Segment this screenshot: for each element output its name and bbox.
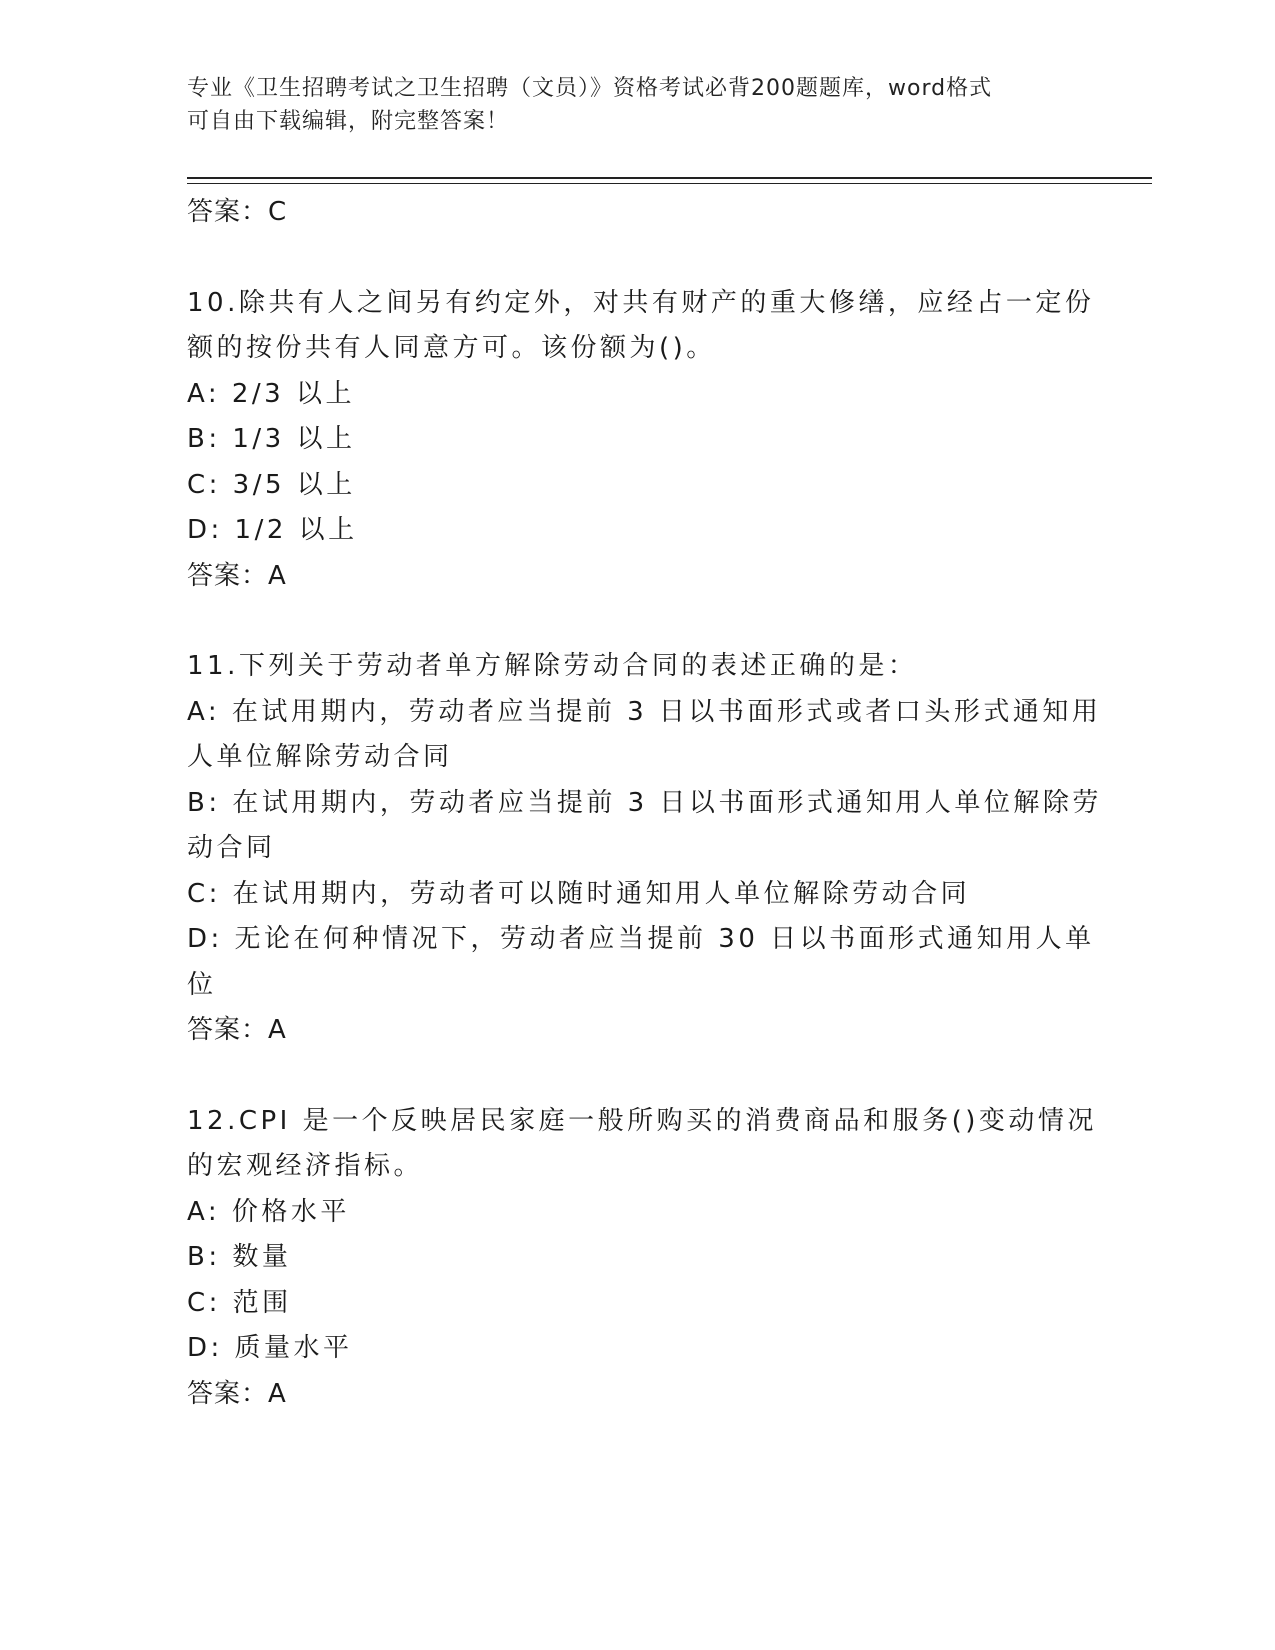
question-stem-line: 10.除共有人之间另有约定外，对共有财产的重大修缮，应经占一定份 xyxy=(187,287,1095,318)
option-a-continued: 人单位解除劳动合同 xyxy=(187,742,453,772)
option-c: C: 在试用期内，劳动者可以随时通知用人单位解除劳动合同 xyxy=(187,878,971,909)
question-stem-line: 11.下列关于劳动者单方解除劳动合同的表述正确的是： xyxy=(187,651,918,681)
spacer xyxy=(187,236,1087,281)
option-b: B: 1/3 以上 xyxy=(187,424,356,454)
header-divider-thin xyxy=(187,183,1152,184)
previous-answer: 答案：C xyxy=(187,197,288,227)
spacer xyxy=(187,1054,1087,1099)
header-divider-thick xyxy=(187,177,1152,179)
option-a: A: 在试用期内，劳动者应当提前 3 日以书面形式或者口头形式通知用 xyxy=(187,696,1102,727)
question-stem-line: 额的按份共有人同意方可。该份额为()。 xyxy=(187,333,716,363)
option-d-continued: 位 xyxy=(187,969,217,1000)
option-c: C: 范围 xyxy=(187,1287,292,1318)
option-d: D: 1/2 以上 xyxy=(187,515,358,545)
option-d: D: 质量水平 xyxy=(187,1333,353,1363)
question-stem-line: 的宏观经济指标。 xyxy=(187,1151,424,1181)
question-11 xyxy=(187,644,1102,1054)
option-b: B: 在试用期内，劳动者应当提前 3 日以书面形式通知用人单位解除劳 xyxy=(187,787,1102,818)
answer-line: 答案：A xyxy=(187,560,287,591)
document-header xyxy=(187,72,1067,138)
option-c: C: 3/5 以上 xyxy=(187,469,356,500)
option-a: A: 2/3 以上 xyxy=(187,378,355,409)
answer-line: 答案：A xyxy=(187,1378,287,1409)
question-12 xyxy=(187,1099,1097,1418)
question-list xyxy=(187,190,1102,1417)
option-b-continued: 动合同 xyxy=(187,833,276,863)
option-a: A: 价格水平 xyxy=(187,1196,350,1227)
header-line-1: 专业《卫生招聘考试之卫生招聘（文员）》资格考试必背200题题库，word格式 xyxy=(187,76,993,101)
answer-line: 答案：A xyxy=(187,1015,287,1045)
question-stem-line: 12.CPI 是一个反映居民家庭一般所购买的消费商品和服务()变动情况 xyxy=(187,1105,1097,1136)
spacer xyxy=(187,599,1087,644)
header-line-2: 可自由下载编辑，附完整答案！ xyxy=(187,109,510,134)
question-10 xyxy=(187,281,1095,600)
option-d: D: 无论在何种情况下，劳动者应当提前 30 日以书面形式通知用人单 xyxy=(187,924,1095,954)
option-b: B: 数量 xyxy=(187,1242,292,1272)
